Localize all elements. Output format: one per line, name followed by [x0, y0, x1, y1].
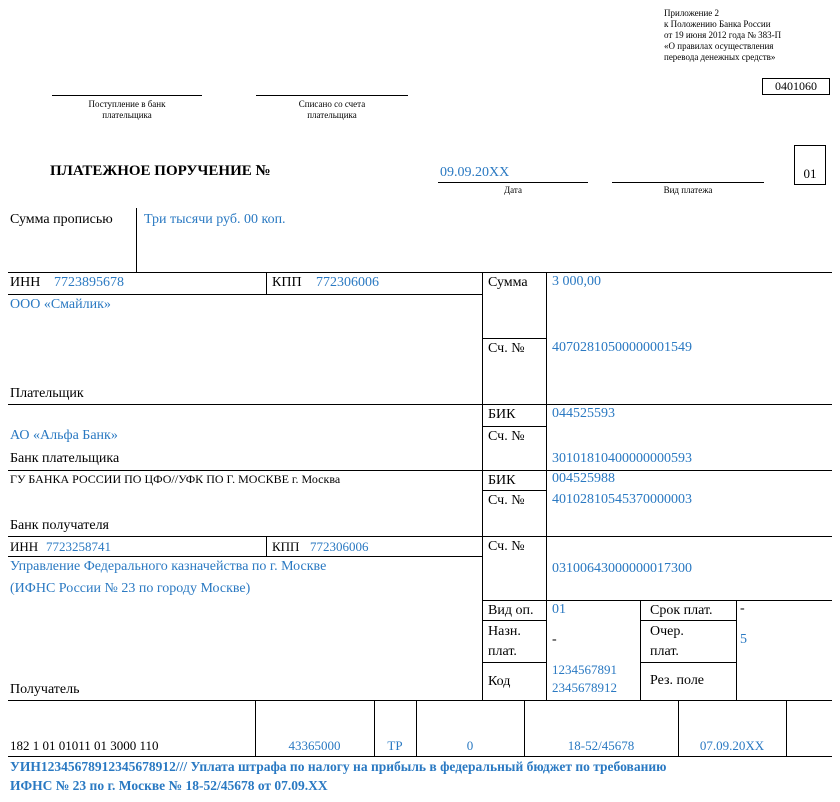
recipient-bank-label: Банк получателя: [10, 518, 109, 533]
grid-col-term-value: [736, 600, 737, 700]
grid-line-top: [8, 272, 832, 273]
payer-name: ООО «Смайлик»: [10, 297, 111, 312]
grid-line-priority-bottom: [640, 662, 736, 663]
payer-account-label: Сч. №: [488, 341, 525, 356]
kbk-value: 182 1 01 01011 01 3000 110: [10, 738, 159, 753]
status-code-box: 01: [794, 145, 826, 185]
grid-col-term-label: [640, 600, 641, 700]
sum-label: Сумма: [488, 275, 528, 290]
code-value-line2: 2345678912: [552, 680, 617, 695]
tax-divider: [786, 700, 787, 756]
grid-line-optype-bottom: [482, 620, 546, 621]
period-value: 0: [466, 738, 474, 753]
grid-line-term-bottom: [640, 620, 736, 621]
recipient-bank-bik: 004525988: [552, 471, 615, 486]
amount-words-value: Три тысячи руб. 00 коп.: [144, 212, 286, 227]
debited-caption: Списано со счета: [298, 99, 366, 109]
payment-type-line: [612, 182, 764, 183]
grid-line-inn-bottom: [8, 294, 482, 295]
appendix-line: Приложение 2: [664, 8, 720, 18]
grid-line-recipient-bottom: [8, 700, 832, 701]
payer-inn-label: ИНН: [10, 275, 41, 290]
doc-number-value: 18-52/45678: [567, 738, 635, 753]
document-date: 09.09.20XX: [440, 165, 510, 180]
code-label: Код: [488, 674, 511, 689]
payer-bank-account-label: Сч. №: [488, 429, 525, 444]
recipient-bank-account: 40102810545370000003: [552, 492, 692, 507]
recipient-bank-bik-label: БИК: [488, 473, 516, 488]
recipient-inn-label: ИНН: [10, 539, 39, 554]
document-title: ПЛАТЕЖНОЕ ПОРУЧЕНИЕ №: [50, 163, 271, 179]
recipient-inn: 7723258741: [46, 539, 111, 554]
purpose-label-2: плат.: [488, 644, 517, 659]
payer-label: Плательщик: [10, 386, 84, 401]
grid-line-rec-inn-bottom: [8, 556, 482, 557]
recipient-account: 03100643000000017300: [552, 561, 692, 576]
priority-label-1: Очер.: [650, 624, 684, 639]
recipient-kpp-label: КПП: [272, 539, 300, 554]
oktmo-value: 43365000: [288, 738, 341, 753]
payer-bank-name: АО «Альфа Банк»: [10, 428, 118, 443]
op-type-label: Вид оп.: [488, 603, 534, 618]
payer-account: 40702810500000001549: [552, 340, 692, 355]
op-type-value: 01: [552, 602, 566, 617]
payer-bank-label: Банк плательщика: [10, 451, 120, 466]
debited-line: [256, 95, 408, 96]
debited-caption-2: плательщика: [307, 110, 357, 120]
payer-bank-bik: 044525593: [552, 406, 615, 421]
grid-line-purpose-bottom: [482, 662, 546, 663]
term-value: -: [740, 601, 745, 616]
code-value-line1: 1234567891: [552, 662, 617, 677]
payer-kpp: 772306006: [316, 275, 379, 290]
received-line: [52, 95, 202, 96]
payer-inn: 7723895678: [54, 275, 124, 290]
appendix-line: «О правилах осуществления: [664, 41, 774, 51]
recipient-label: Получатель: [10, 682, 80, 697]
payment-type-caption: Вид платежа: [663, 185, 713, 195]
grid-col-main: [482, 272, 483, 700]
recipient-name-line1: Управление Федерального казначейства по г. Москве: [10, 559, 327, 574]
purpose-value: -: [552, 632, 557, 647]
grid-line-recbank-bottom: [8, 536, 832, 537]
purpose-label-1: Назн.: [488, 624, 521, 639]
grid-col-rec-kpp: [266, 536, 267, 556]
grid-line-payerbank-bik: [482, 426, 546, 427]
recipient-kpp: 772306006: [310, 539, 369, 554]
priority-value: 5: [740, 632, 747, 647]
recipient-name-line2: (ИФНС России № 23 по городу Москве): [10, 581, 251, 596]
purpose-text-line1: УИН12345678912345678912/// Уплата штрафа по налогу на прибыль в федеральный бюджет по требованию: [10, 759, 667, 774]
received-caption-2: плательщика: [102, 110, 152, 120]
grid-line-payerbank-bottom: [8, 470, 832, 471]
purpose-text-line2: ИФНС № 23 по г. Москве № 18-52/45678 от 07.09.XX: [10, 778, 328, 793]
payer-bank-bik-label: БИК: [488, 407, 516, 422]
basis-value: ТР: [387, 738, 403, 753]
received-caption: Поступление в банк: [88, 99, 166, 109]
date-line: [438, 182, 588, 183]
grid-line-account-bottom: [482, 600, 832, 601]
grid-line-tax-bottom: [8, 756, 832, 757]
amount-words-divider: [136, 208, 137, 272]
payer-kpp-label: КПП: [272, 275, 302, 290]
sum-value: 3 000,00: [552, 274, 601, 289]
reserve-label: Рез. поле: [650, 673, 705, 688]
term-label: Срок плат.: [650, 603, 713, 618]
recipient-bank-account-label: Сч. №: [488, 493, 525, 508]
grid-col-kpp: [266, 272, 267, 294]
payer-bank-account: 30101810400000000593: [552, 451, 692, 466]
grid-line-recbank-bik: [482, 490, 546, 491]
grid-col-labels: [546, 272, 547, 700]
form-code-box: 0401060: [762, 78, 830, 95]
appendix-line: перевода денежных средств»: [664, 52, 776, 62]
grid-line-payer-bottom: [8, 404, 832, 405]
appendix-line: от 19 июня 2012 года № 383-П: [664, 30, 782, 40]
priority-label-2: плат.: [650, 644, 679, 659]
amount-words-label: Сумма прописью: [10, 212, 113, 227]
recipient-bank-name: ГУ БАНКА РОССИИ ПО ЦФО//УФК ПО Г. МОСКВЕ г. Москва: [10, 472, 341, 486]
recipient-account-label: Сч. №: [488, 539, 525, 554]
grid-line-sum-bottom: [482, 338, 546, 339]
date-caption: Дата: [504, 185, 522, 195]
appendix-line: к Положению Банка России: [664, 19, 771, 29]
doc-date-value: 07.09.20XX: [699, 738, 765, 753]
